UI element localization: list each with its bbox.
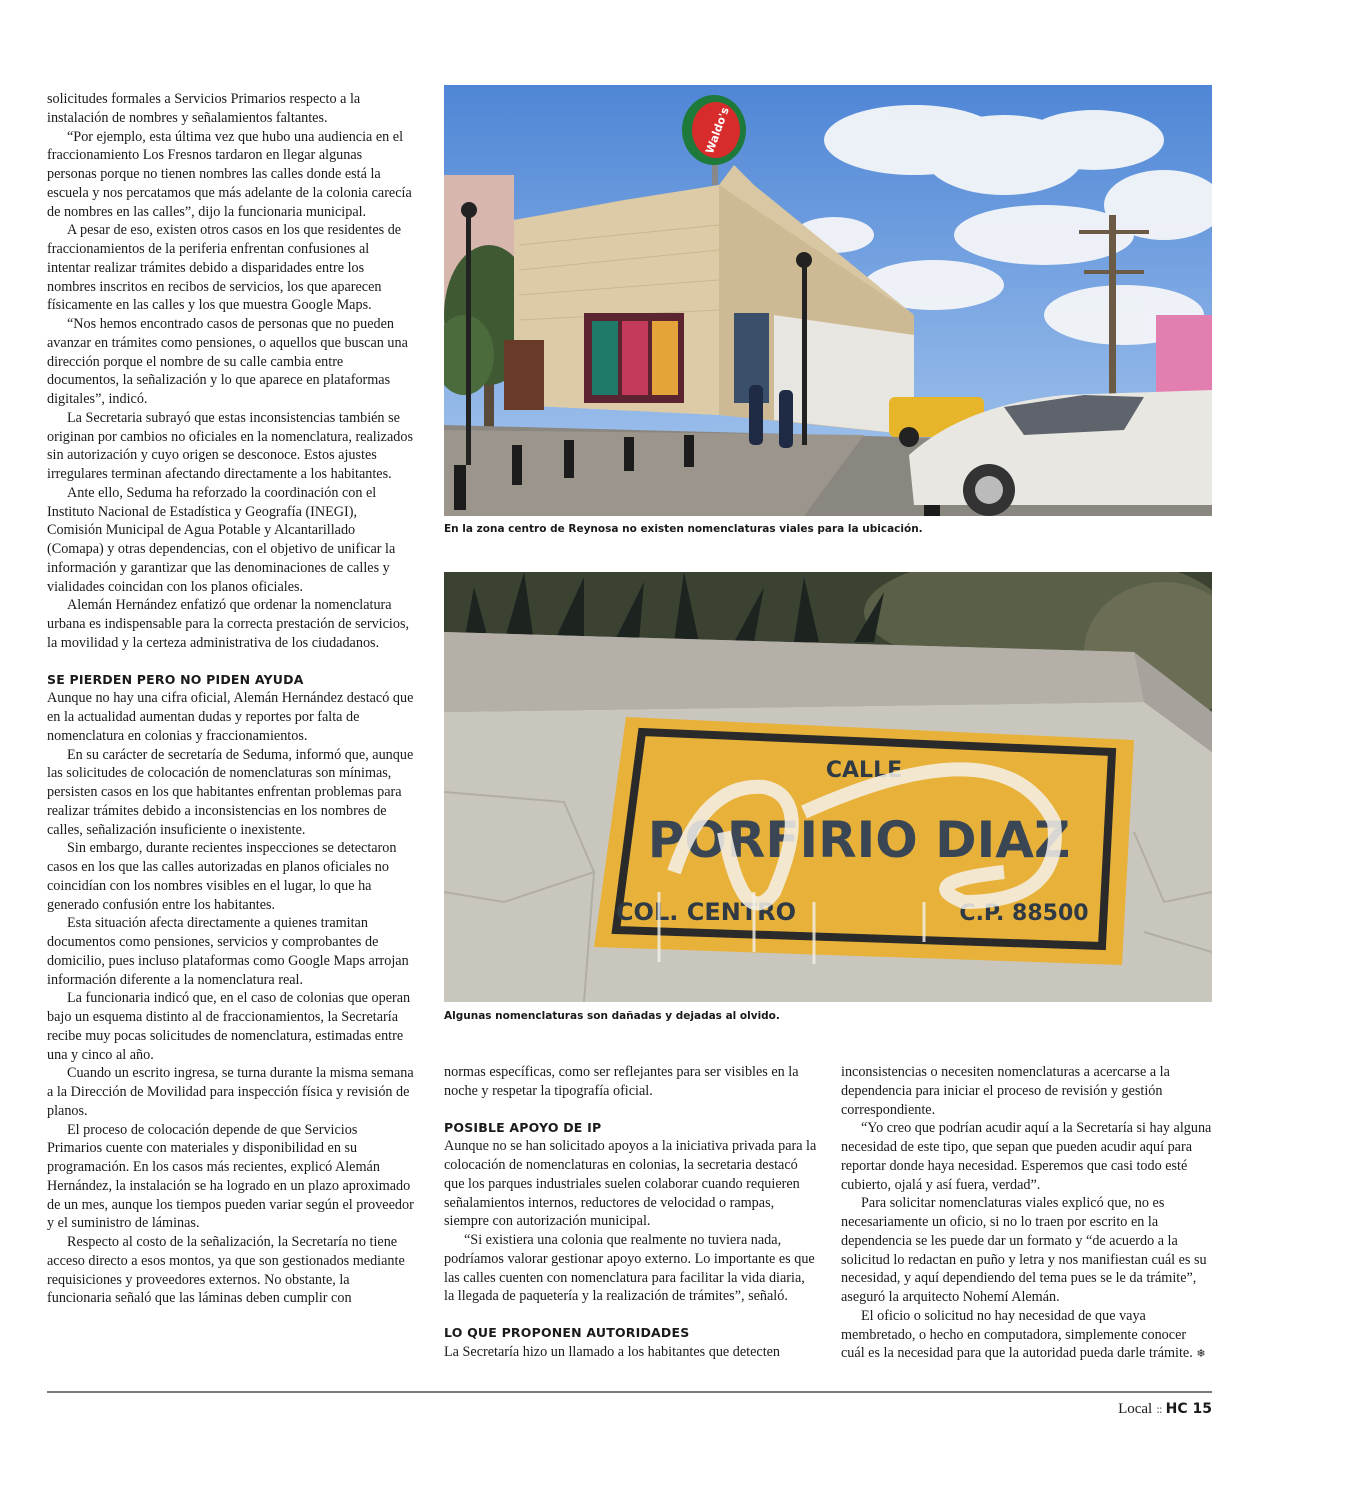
street-sign-illustration [444,572,1212,1002]
paragraph: Ante ello, Seduma ha reforzado la coordinación con el Instituto Nacional de Estadística y Geografía (INEGI), Comisión Municipal de Agua Potable y Alcantarillado (Comapa) y otras dependencias, con el objetivo de unificar la información y garantizar que las denominaciones de calles y vialidades coincidan con los planos oficiales. [47,484,396,595]
paragraph: normas específicas, como ser reflejantes para ser visibles en la noche y respetar la tipografía oficial. [444,1064,799,1099]
paragraph: Alemán Hernández enfatizó que ordenar la nomenclatura urbana es indispensable para la correcta prestación de servicios, la movilidad y la certeza administrativa de los ciudadanos. [47,597,410,651]
paragraph: “Por ejemplo, esta última vez que hubo una audiencia en el fraccionamiento Los Fresnos tardaron en llegar algunas personas porque no tienen nombres las calles donde está la escuela y nos percatamos que más adelante de la colonia carecía de nombres en las calles”, dijo la funcionaria municipal. [47,128,412,220]
paragraph: Aunque no hay una cifra oficial, Alemán Hernández destacó que en la actualidad aumentan dudas y reportes por falta de nomenclatura en colonias y fraccionamientos. [47,690,414,744]
photo-street-sign [444,572,1212,1002]
sign-label-calle: CALLE [825,758,903,783]
photo-caption: En la zona centro de Reynosa no existen nomenclaturas viales para la ubicación. [444,523,923,535]
paragraph: La Secretaria subrayó que estas inconsistencias también se originan por cambios no oficiales en la nomenclatura, realizados sin autorización y cuyo origen se desconoce. Estos ajustes irregulares terminan afectando directamente a los habitantes. [47,409,413,482]
paragraph: Sin embargo, durante recientes inspecciones se detectaron casos en los que las calles autorizadas en planos oficiales no coincidían con los nombres visibles en el lugar, lo que ha generado confusión entre los habitantes. [47,840,397,913]
article-column-1 [47,90,415,1308]
subheading: SE PIERDEN PERO NO PIDEN AYUDA [47,671,304,687]
paragraph: Respecto al costo de la señalización, la Secretaría no tiene acceso directo a esos montos, ya que son gestionados mediante requisiciones y proveedores externos. No obstante, la funcionaria señaló que las láminas deben cumplir con [47,1234,405,1307]
street-corner-illustration [444,85,1212,516]
footer-divider [47,1391,1212,1393]
paragraph: El proceso de colocación depende de que Servicios Primarios cuente con materiales y disponibilidad en su programación. En los casos más recientes, explicó Alemán Hernández, la instalación se ha logrado en un plazo aproximado de un mes, aunque los tiempos pueden variar según el proveedor y el suministro de láminas. [47,1121,414,1232]
paragraph: En su carácter de secretaría de Seduma, informó que, aunque las solicitudes de colocación de nomenclaturas son mínimas, persisten casos en los que habitantes enfrentan problemas para realizar trámites debido a inconsistencias en los nombres de calles, señalización insuficiente o inexistente. [47,746,414,838]
end-of-article-icon: ❄ [1196,1347,1206,1361]
sign-postal-code: C.P. 88500 [959,901,1089,926]
paragraph: solicitudes formales a Servicios Primarios respecto a la instalación de nombres y señalamientos faltantes. [47,91,361,126]
paragraph: La funcionaria indicó que, en el caso de colonias que operan bajo un esquema distinto al de fraccionamientos, la Secretaría recibe muy pocas solicitudes de nomenclatura, estimadas entre una y cinco al año. [47,990,411,1063]
street-sign [594,717,1134,965]
page-footer [1118,1401,1212,1418]
paragraph [841,1307,1213,1364]
paragraph: Aunque no se han solicitado apoyos a la iniciativa privada para la colocación de nomenclaturas en colonias, la secretaria destacó que los parques industriales suelen colaborar cuando requieren señalamientos internos, reductores de velocidad o rampas, siempre con autorización municipal. [444,1138,817,1230]
paragraph: “Si existiera una colonia que realmente no tuviera nada, podríamos valorar gestionar apoyo externo. Lo importante es que las calles cuenten con nomenclatura para facilitar la vida diaria, la llegada de paquetería y la realización de trámites”, señaló. [444,1232,815,1305]
paragraph: “Nos hemos encontrado casos de personas que no pueden avanzar en trámites como pensiones, o aquellos que buscan una dirección porque el nombre de su calle cambia entre documentos, la señalización y lo que aparece en plataformas digitales”, indicó. [47,316,408,407]
footer-separator: :: [1156,1403,1162,1416]
paragraph: La Secretaría hizo un llamado a los habitantes que detecten [444,1343,781,1360]
subheading: LO QUE PROPONEN AUTORIDADES [444,1325,690,1340]
paragraph: “Yo creo que podrían acudir aquí a la Secretaría si hay alguna necesidad de este tipo, que sepan que pueden acudir aquí para reportar donde haya necesidad. Esperemos que casi todo esté cubierto, ojalá y así fuera, verdad”. [841,1120,1212,1193]
page-number: HC 15 [1165,1401,1212,1417]
article-column-3 [841,1063,1213,1364]
paragraph: A pesar de eso, existen otros casos en los que residentes de fraccionamientos de la periferia enfrentan confusiones al intentar realizar trámites debido a disparidades entre los nombres inscritos en recibos de servicios, los que aparecen físicamente en las calles y los que muestra Google Maps. [47,222,402,314]
paragraph: Esta situación afecta directamente a quienes tramitan documentos como pensiones, servicios y comprobantes de domicilio, pues incluso plataformas como Google Maps arrojan información diferente a la nomenclatura real. [47,915,409,988]
paragraph: Cuando un escrito ingresa, se turna durante la misma semana a la Dirección de Movilidad para inspección física y revisión de planos. [47,1065,414,1119]
subheading: POSIBLE APOYO DE IP [444,1119,602,1135]
sign-colonia: COL. CENTRO [615,898,797,926]
paragraph: inconsistencias o necesiten nomenclaturas a acercarse a la dependencia para iniciar el proceso de revisión y gestión correspondiente. [841,1064,1170,1118]
sign-street-name: PORFIRIO DIAZ [647,811,1071,869]
photo-street-corner [444,85,1212,516]
store-sign-text: Waldo's [703,105,732,156]
paragraph: Para solicitar nomenclaturas viales explicó que, no es necesariamente un oficio, si no lo traen por escrito en la dependencia se les puede dar un formato y “de acuerdo a la solicitud lo redactan en puño y letra y nos manifiestan cuál es su necesidad, y aquí dependiendo del tema pues se le da trámite”, aseguró la arquitecto Nohemí Alemán. [841,1195,1207,1305]
article-column-2 [444,1063,818,1362]
paragraph-text: El oficio o solicitud no hay necesidad de que vaya membretado, o hecho en computadora, simplemente conocer cuál es la necesidad para que la autoridad pueda darle trámite. [841,1307,1193,1362]
section-name: Local [1118,1401,1153,1417]
photo-caption: Algunas nomenclaturas son dañadas y dejadas al olvido. [444,1010,780,1022]
